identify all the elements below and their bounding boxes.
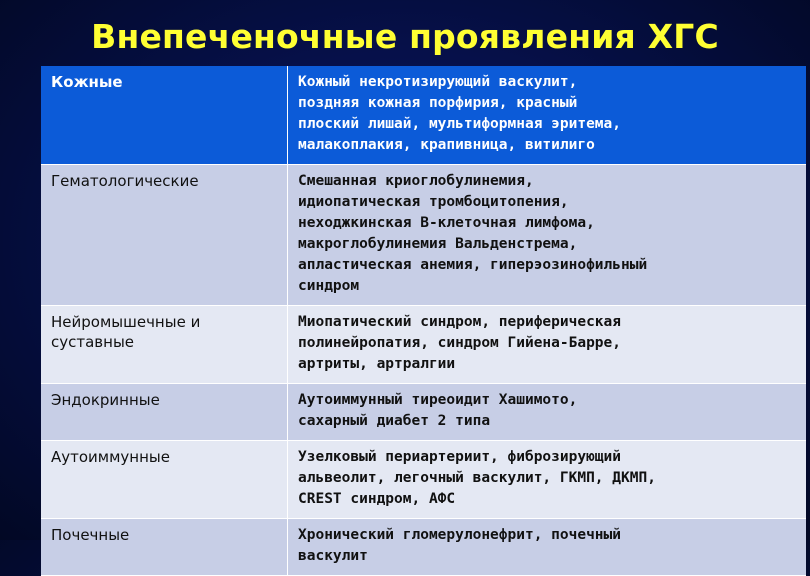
table-row-neuromuscular xyxy=(41,306,806,384)
description-cell: Хронический гломерулонефрит, почечный васкулит xyxy=(288,519,807,576)
description-cell: Аутоиммунный тиреоидит Хашимото, сахарный диабет 2 типа xyxy=(288,384,807,441)
table-row-renal xyxy=(41,519,806,576)
description-cell: Миопатический синдром, периферическая полинейропатия, синдром Гийена-Барре, артриты, артралгии xyxy=(288,306,807,384)
manifestations-table xyxy=(41,66,806,576)
description-cell: Узелковый периартериит, фиброзирующий альвеолит, легочный васкулит, ГКМП, ДКМП, CREST синдром, АФС xyxy=(288,441,807,519)
category-cell: Эндокринные xyxy=(41,384,288,441)
description-cell: Кожный некротизирующий васкулит, поздняя кожная порфирия, красный плоский лишай, мультиформная эритема, малакоплакия, крапивница, витилиго xyxy=(288,66,807,165)
category-cell: Аутоиммунные xyxy=(41,441,288,519)
table-row-skin xyxy=(41,66,806,165)
category-cell: Почечные xyxy=(41,519,288,576)
description-cell: Смешанная криоглобулинемия, идиопатическая тромбоцитопения, неходжкинская В-клеточная лимфома, макроглобулинемия Вальденстрема, апластическая анемия, гиперэозинофильный синдром xyxy=(288,165,807,306)
table-row-hematologic xyxy=(41,165,806,306)
slide-title: Внепеченочные проявления ХГС xyxy=(91,17,719,56)
category-cell: Кожные xyxy=(41,66,288,165)
table-row-endocrine xyxy=(41,384,806,441)
table-row-autoimmune xyxy=(41,441,806,519)
category-cell: Гематологические xyxy=(41,165,288,306)
category-cell: Нейромышечные и суставные xyxy=(41,306,288,384)
